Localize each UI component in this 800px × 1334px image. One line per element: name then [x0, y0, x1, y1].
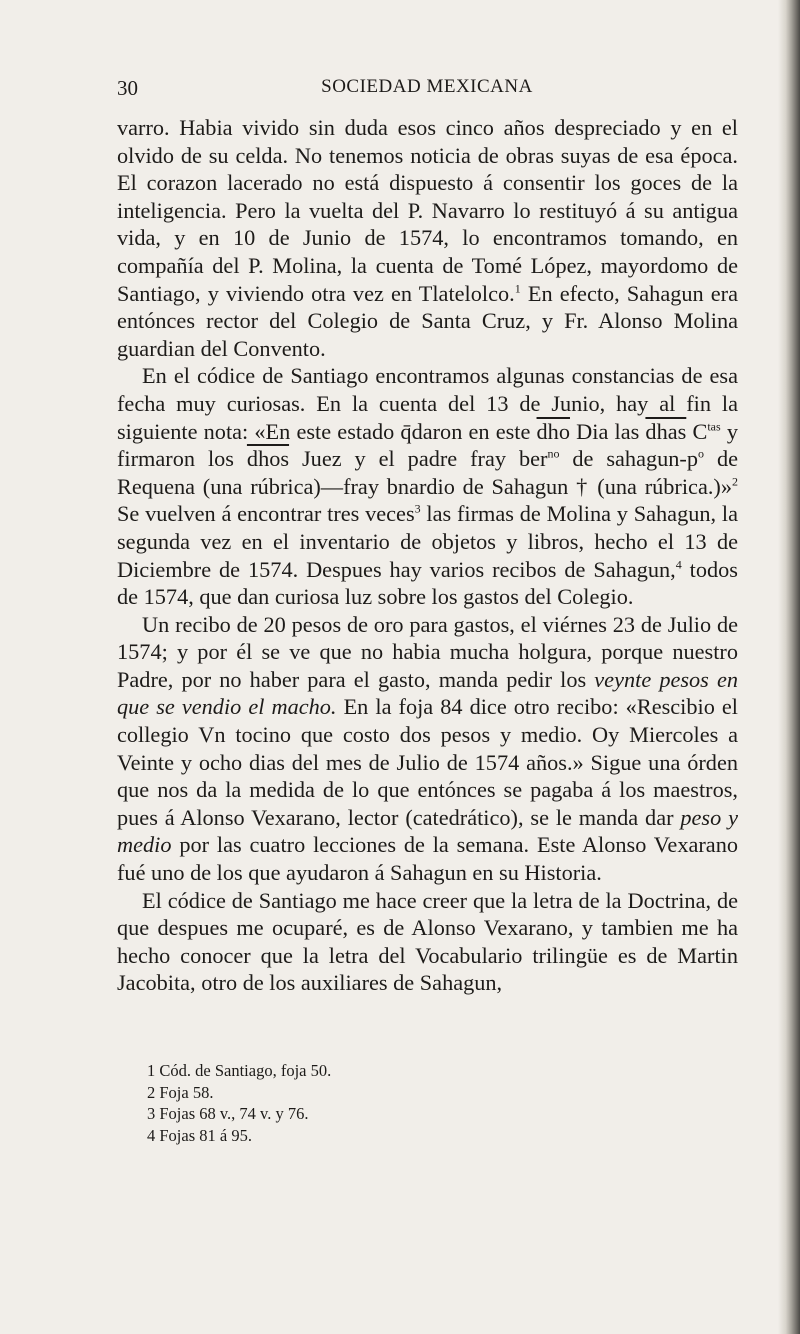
footnote-ref-2: 2 — [732, 474, 738, 489]
abbrev-dhos: dhos — [246, 446, 290, 472]
footnote-4: 4 Fojas 81 á 95. — [147, 1125, 252, 1145]
footnote-1: 1 Cód. de Santiago, foja 50. — [147, 1061, 332, 1080]
running-head: SOCIEDAD MEXICANA — [321, 76, 533, 97]
abbrev-qdaron: q̄daron — [400, 418, 463, 444]
footnote-3: 3 Fojas 68 v., 74 v. y 76. — [147, 1104, 309, 1123]
footnote-ref-3: 3 — [414, 501, 421, 516]
footnotes — [147, 1060, 707, 1146]
abbrev-dhas: dhas — [645, 418, 687, 444]
footnote-ref-4: 4 — [675, 557, 682, 572]
page-edge-shadow — [778, 0, 800, 1334]
paragraph-1: varro. Habia vivido sin duda esos cinco años despreciado y en el olvido de su celda. No tenemos noticia de obras suyas de esa época. El corazon lacerado no está dispuesto á consentir los goces de la inteligencia. Pero la vuelta del P. Navarro lo restituyó á su antigua vida, y en 10 de Junio de 1574, lo encontramos tomando, en compañía del P. Molina, la cuenta de Tomé López, mayordomo de Santiago, y viviendo otra vez en Tlatelolco.$^1$ En efecto, Sahagun era entónces rector del Colegio de Santa Cruz, y Fr. Alonso Molina guardian del Convento. — [117, 115, 739, 361]
footnote-ref-1: 1 — [514, 281, 521, 296]
page-header — [117, 76, 737, 106]
italic-quote-1: veynte pesos en que se vendio el macho. — [117, 666, 739, 720]
body-text — [117, 114, 738, 997]
italic-quote-2: peso y medio — [117, 804, 738, 858]
footnote-2: 2 Foja 58. — [147, 1082, 214, 1102]
paragraph-3: Un recibo de 20 pesos de oro para gastos, el viérnes 23 de Julio de 1574; y por él se ve que no habia mucha holgura, porque nuestro Padre, por no haber para el gasto, manda pedir los veynte pesos en que se vendio el macho. En la foja 84 dice otro recibo: «Rescibio el collegio Vn tocino que costo dos pesos y medio. Oy Miercoles a Veinte y ocho dias del mes de Julio de 1574 años.» Sigue una órden que nos da la medida de lo que entónces se pagaba á los maestros, pues á Alonso Vexarano, lector (catedrático), se le manda dar peso y medio por las cuatro lecciones de la semana. Este Alonso Vexarano fué uno de los que ayudaron á Sahagun en su Historia. — [117, 611, 739, 886]
page-number: 30 — [117, 76, 138, 100]
paragraph-2: En el códice de Santiago encontramos algunas constancias de esa fecha muy curiosas. En la cuenta del 13 de Junio, hay al fin la siguiente nota: «En este estado q̄daron en este $\overline{dho}$ Dia las dhas $C^{tas}$ y firmaron los dhos Juez y el padre fray ber$^{no}$ de sahagun-$p^o$ de Requena (una rúbrica)—fray bnardio de Sahagun † (una rúbrica.)»$^2$ Se vuelven á encontrar tres veces$^3$ las firmas de Molina y Sahagun, la segunda vez en el inventario de objetos y libros, hecho el 13 de Diciembre de 1574. Despues hay varios recibos de Sahagun,$^4$ todos de 1574, que dan curiosa luz sobre los gastos del Colegio. — [117, 363, 739, 610]
paragraph-4: El códice de Santiago me hace creer que la letra de la Doctrina, de que despues me ocuparé, es de Alonso Vexarano, y tambien me ha hecho conocer que la letra del Vocabulario trilingüe es de Martin Jacobita, otro de los auxiliares de Sahagun, — [117, 887, 738, 996]
abbrev-dho: $\overline{dho}$ — [536, 418, 570, 444]
